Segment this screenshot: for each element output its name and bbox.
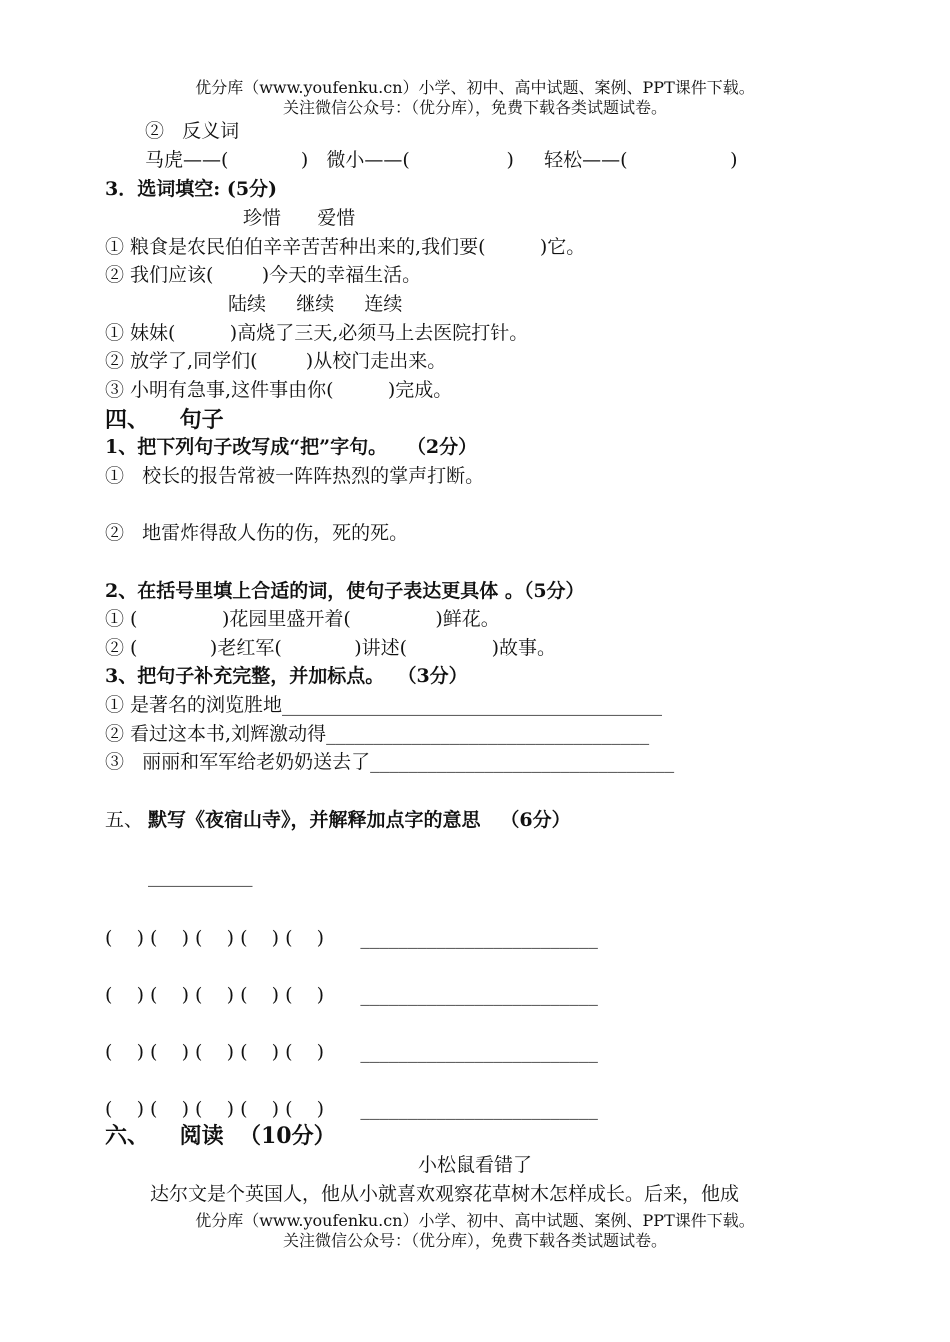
s4-q2-title: 2、在括号里填上合适的词，使句子表达更具体 。（5分） xyxy=(105,580,585,602)
section-4-title: 四、 句子 xyxy=(105,407,224,433)
section-5-prefix: 五、 xyxy=(105,809,144,831)
s4-q2-sentence-2: ② ( )老红军( )讲述( )故事。 xyxy=(105,637,557,659)
s4-q2-sentence-1: ① ( )花园里盛开着( )鲜花。 xyxy=(105,608,500,630)
s4-q3-sentence-2: ② 看过这本书,刘辉激动得__________________________________ xyxy=(105,723,650,745)
poem-row-4: ( ) ( ) ( ) ( ) ( ) _________________________ xyxy=(105,1098,598,1120)
word-choice-sentence-1: ① 粮食是农民伯伯辛辛苦苦种出来的,我们要( )它。 xyxy=(105,236,586,258)
poem-row-3: ( ) ( ) ( ) ( ) ( ) _________________________ xyxy=(105,1041,598,1063)
s4-q1-sentence-2: ② 地雷炸得敌人伤的伤，死的死。 xyxy=(105,522,409,544)
s4-q1-sentence-1: ① 校长的报告常被一阵阵热烈的掌声打断。 xyxy=(105,465,485,487)
s4-q3-sentence-1: ① 是著名的浏览胜地________________________________________ xyxy=(105,694,663,716)
antonyms-items: 马虎——( ) 微小——( ) 轻松——( ) xyxy=(145,149,738,171)
q3-word-choice-title: 3．选词填空: (5分) xyxy=(105,178,278,200)
antonyms-label: ② 反义词 xyxy=(145,120,240,142)
s4-q3-title: 3、把句子补充完整，并加标点。 （3分） xyxy=(105,665,468,687)
story-title: 小松鼠看错了 xyxy=(417,1154,532,1176)
footer-line-2: 关注微信公众号：（优分库），免费下载各类试题试卷。 xyxy=(282,1231,667,1250)
s4-q1-title: 1、把下列句子改写成“把”字句。 （2分） xyxy=(105,436,478,458)
header-line-1: 优分库（www.youfenku.cn）小学、初中、高中试题、案例、PPT课件下载。 xyxy=(195,78,755,97)
section-6-title: 六、 阅读 （10分） xyxy=(105,1123,336,1149)
word-options-1: 珍惜 爱惜 xyxy=(243,207,356,229)
poem-row-1: ( ) ( ) ( ) ( ) ( ) _________________________ xyxy=(105,927,598,949)
s4-q3-sentence-3: ③ 丽丽和军军给老奶奶送去了________________________________ xyxy=(105,751,675,773)
word-options-2: 陆续 继续 连续 xyxy=(228,293,403,315)
word-choice-sentence-2: ② 我们应该( )今天的幸福生活。 xyxy=(105,264,422,286)
story-paragraph-1: 达尔文是个英国人，他从小就喜欢观察花草树木怎样成长。后来，他成 xyxy=(150,1183,740,1205)
poem-row-2: ( ) ( ) ( ) ( ) ( ) _________________________ xyxy=(105,984,598,1006)
word-choice-sentence-3: ① 妹妹( )高烧了三天,必须马上去医院打针。 xyxy=(105,322,529,344)
header-line-2: 关注微信公众号：（优分库），免费下载各类试题试卷。 xyxy=(282,98,667,117)
word-choice-sentence-4: ② 放学了,同学们( )从校门走出来。 xyxy=(105,350,447,372)
word-choice-sentence-5: ③ 小明有急事,这件事由你( )完成。 xyxy=(105,379,453,401)
poem-title-blank: ___________ xyxy=(148,865,253,887)
section-5-title: 默写《夜宿山寺》，并解释加点字的意思 （6分） xyxy=(148,809,571,831)
footer-line-1: 优分库（www.youfenku.cn）小学、初中、高中试题、案例、PPT课件下载。 xyxy=(195,1211,755,1230)
